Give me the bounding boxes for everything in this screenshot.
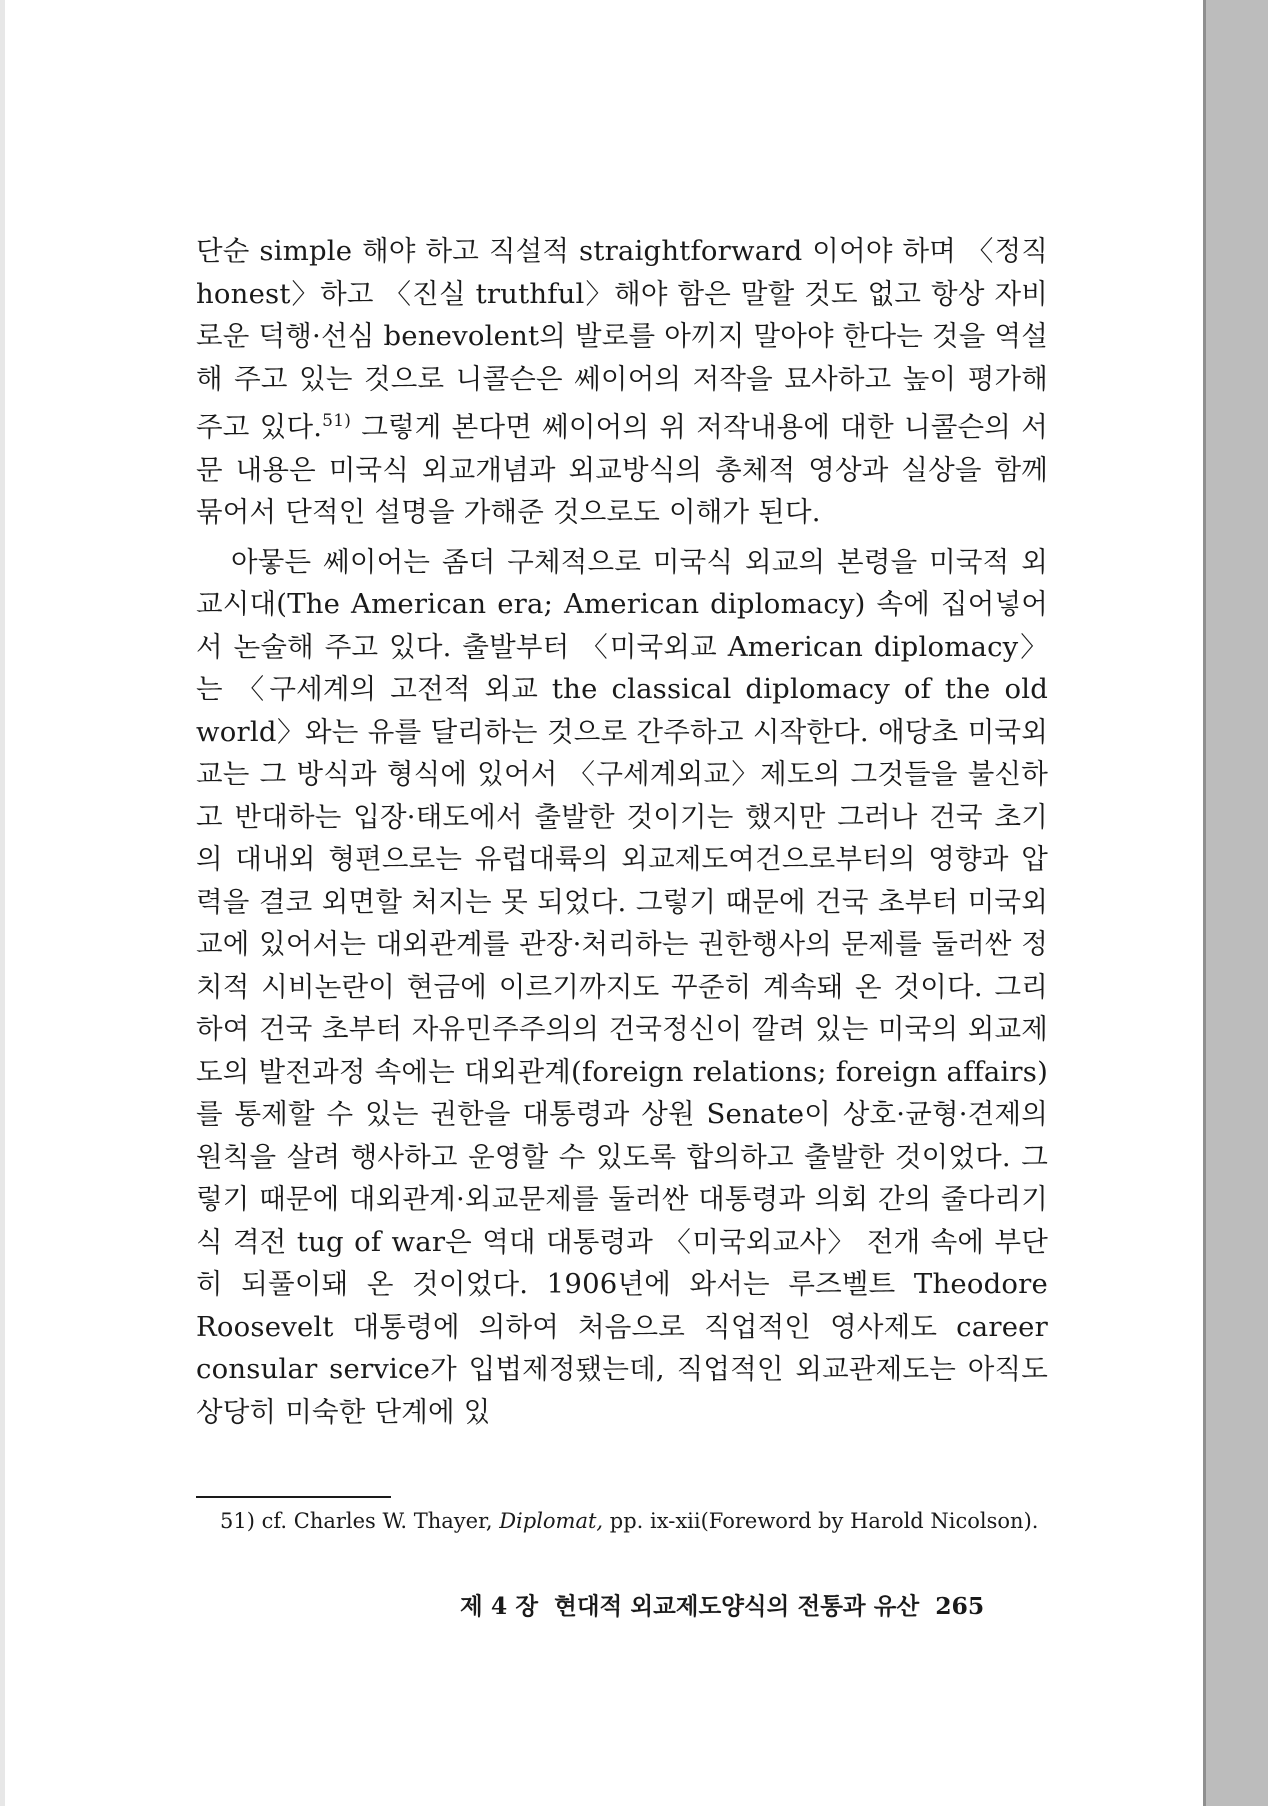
- viewer-right-margin: [1203, 0, 1268, 1806]
- footnote-text: cf. Charles W. Thayer,: [261, 1509, 493, 1533]
- footnote-number: 51): [220, 1509, 255, 1533]
- paragraph: 아뭏든 쎄이어는 좀더 구체적으로 미국식 외교의 본령을 미국적 외교시대(The American era; American diplomacy) 속에 집어넣어서 논술해 주고 있다. 출발부터 〈미국외교 American diplomacy〉는 〈구세계의 고전적 외교 the classical diplomacy of the old world〉와는 유를 달리하는 것으로 간주하고 시작한다. 애당초 미국외교는 그 방식과 형식에 있어서 〈구세계외교〉제도의 그것들을 불신하고 반대하는 입장·태도에서 출발한 것이기는 했지만 그러나 건국 초기의 대내외 형편으로는 유럽대륙의 외교제도여건으로부터의 영향과 압력을 결코 외면할 처지는 못 되었다. 그렇기 때문에 건국 초부터 미국외교에 있어서는 대외관계를 관장·처리하는 권한행사의 문제를 둘러싼 정치적 시비논란이 현금에 이르기까지도 꾸준히 계속돼 온 것이다. 그리하여 건국 초부터 자유민주주의의 건국정신이 깔려 있는 미국의 외교제도의 발전과정 속에는 대외관계(foreign relations; foreign affairs)를 통제할 수 있는 권한을 대통령과 상원 Senate이 상호·균형·견제의 원칙을 살려 행사하고 운영할 수 있도록 합의하고 출발한 것이었다. 그렇기 때문에 대외관계·외교문제를 둘러싼 대통령과 의회 간의 줄다리기식 격전 tug of war은 역대 대통령과 〈미국외교사〉 전개 속에 부단히 되풀이돼 온 것이었다. 1906년에 와서는 루즈벨트 Theodore Roosevelt 대통령에 의하여 처음으로 직업적인 영사제도 career consular service가 입법제정됐는데, 직업적인 외교관제도는 아직도 상당히 미숙한 단계에 있: [196, 545, 1048, 1428]
- paragraph: [196, 230, 1048, 534]
- footnote-reference: 51): [322, 411, 352, 431]
- footnote-text: pp. ix-xii(Foreword by Harold Nicolson).: [609, 1509, 1039, 1533]
- footnote-book-title: Diplomat,: [499, 1509, 604, 1533]
- paragraph-text: 그렇게 본다면 쎄이어의 위 저작내용에 대한 니콜슨의 서문 내용은 미국식 외교개념과 외교방식의 총체적 영상과 실상을 함께 묶어서 단적인 설명을 가해준 것으로도 이해가 된다.: [196, 411, 1048, 529]
- footnote-divider: [196, 1496, 391, 1498]
- chapter-label: 제 4 장: [460, 1592, 539, 1620]
- paragraph-text: 단순 simple 해야 하고 직설적 straightforward 이어야 하며 〈정직 honest〉하고 〈진실 truthful〉해야 함은 말할 것도 없고 항상 자비로운 덕행·선심 benevolent의 발로를 아끼지 말아야 한다는 것을 역설해 주고 있는 것으로 니콜슨은 쎄이어의 저작을 묘사하고 높이 평가해 주고 있다.: [196, 235, 1048, 444]
- chapter-title: 현대적 외교제도양식의 전통과 유산: [554, 1592, 920, 1620]
- page-number: 265: [935, 1592, 985, 1620]
- page-footer: [460, 1590, 1040, 1622]
- body-text: [196, 230, 1048, 1433]
- footnote: [220, 1506, 1060, 1536]
